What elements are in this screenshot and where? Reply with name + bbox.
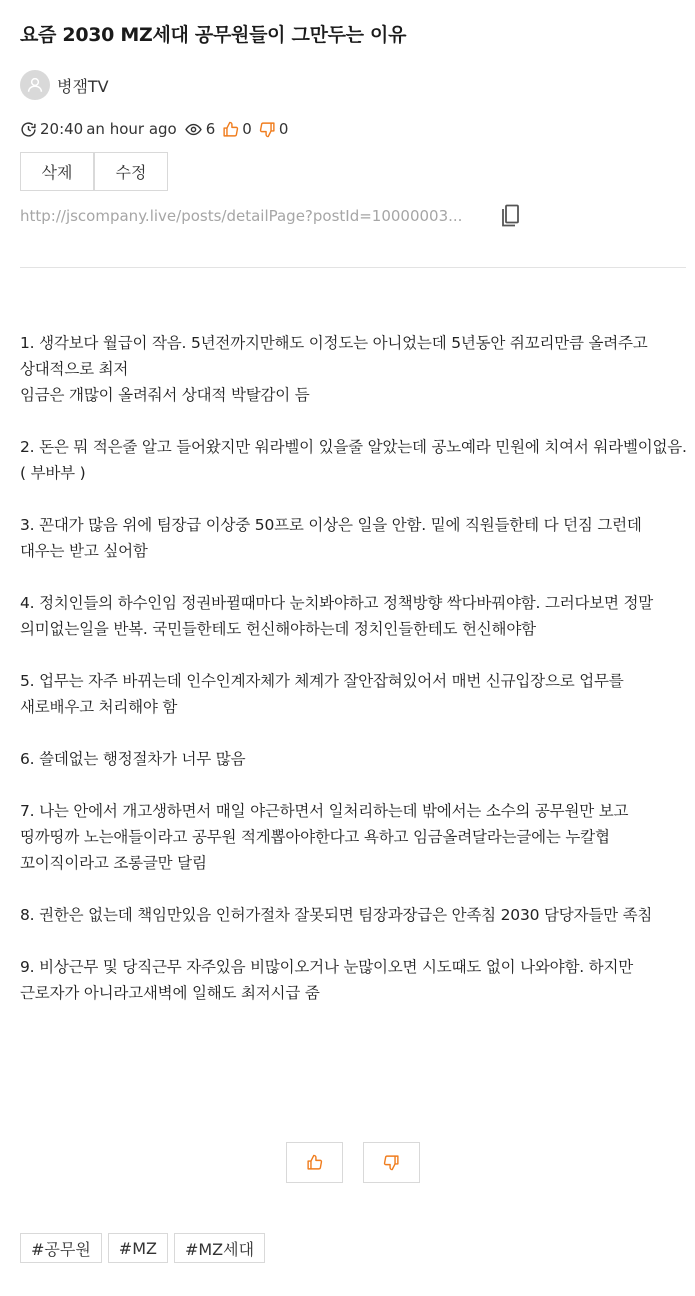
- content-paragraph: 2. 돈은 뭐 적은줄 알고 들어왔지만 워라벨이 있을줄 알았는데 공노예라 민원에 치여서 워라벨이없음. ( 부바부 ): [20, 438, 687, 482]
- like-count-value: 0: [242, 120, 252, 138]
- edit-button[interactable]: 수정: [94, 152, 168, 191]
- post-content: [20, 330, 688, 1032]
- content-paragraph: 6. 쓸데없는 행정절차가 너무 많음: [20, 750, 246, 768]
- content-paragraph: 8. 권한은 없는데 책임만있음 인허가절차 잘못되면 팀장과장급은 안족침 2030 담당자들만 족침: [20, 906, 653, 924]
- thumbs-down-icon: [383, 1154, 400, 1171]
- eye-icon: [184, 121, 203, 138]
- divider: [20, 267, 686, 268]
- dislike-count-value: 0: [278, 120, 289, 138]
- like-button[interactable]: [286, 1142, 343, 1183]
- clock-icon: [20, 121, 37, 138]
- thumbs-up-icon: [306, 1154, 323, 1171]
- content-paragraph: 3. 꼰대가 많음 위에 팀장급 이상중 50프로 이상은 일을 안함. 밑에 직원들한테 다 던짐 그런데 대우는 받고 싶어함: [20, 516, 642, 560]
- post-relative-time: an hour ago: [86, 120, 177, 138]
- user-icon: [26, 76, 44, 94]
- content-paragraph: 7. 나는 안에서 개고생하면서 매일 야근하면서 일처리하는데 밖에서는 소수의 공무원만 보고 띵까띵까 노는애들이라고 공무원 적게뽑아야한다고 욕하고 임금올려달라는글에는 누칼협 꼬이직이라고 조롱글만 달림: [20, 802, 629, 872]
- post-actions: [20, 152, 168, 191]
- copy-icon: [500, 204, 520, 228]
- view-count: [184, 120, 216, 138]
- tag-item[interactable]: #MZ세대: [174, 1233, 265, 1263]
- dislike-count: [259, 120, 289, 138]
- content-paragraph: 1. 생각보다 월급이 작음. 5년전까지만해도 이정도는 아니었는데 5년동안 쥐꼬리만큼 올려주고 상대적으로 최저 임금은 개많이 올려줘서 상대적 박탈감이 듬: [20, 334, 648, 404]
- dislike-button[interactable]: [363, 1142, 420, 1183]
- author-info: [20, 69, 109, 101]
- share-url[interactable]: http://jscompany.live/posts/detailPage?postId=10000003...: [20, 207, 463, 225]
- tag-item[interactable]: #공무원: [20, 1233, 102, 1263]
- post-time-clock: 20:40: [40, 120, 84, 138]
- thumbs-down-icon: [259, 121, 276, 138]
- vote-buttons: [286, 1142, 420, 1183]
- post-title: 요즘 2030 MZ세대 공무원들이 그만두는 이유: [20, 24, 407, 46]
- author-name[interactable]: 병잼TV: [57, 76, 109, 96]
- like-count: [222, 120, 252, 138]
- post-time: [20, 120, 177, 138]
- tag-list: [20, 1233, 271, 1263]
- copy-url-button[interactable]: [498, 203, 522, 229]
- thumbs-up-icon: [222, 121, 239, 138]
- share-url-row: [20, 203, 522, 229]
- content-paragraph: 9. 비상근무 및 당직근무 자주있음 비많이오거나 눈많이오면 시도때도 없이 나와야함. 하지만 근로자가 아니라고새벽에 일해도 최저시급 줌: [20, 958, 633, 1002]
- view-count-value: 6: [205, 120, 216, 138]
- content-paragraph: 5. 업무는 자주 바뀌는데 인수인계자체가 체계가 잘안잡혀있어서 매번 신규입장으로 업무를 새로배우고 처리해야 함: [20, 672, 624, 716]
- post-meta: [20, 118, 295, 140]
- tag-item[interactable]: #MZ: [108, 1233, 168, 1263]
- content-paragraph: 4. 정치인들의 하수인임 정권바뀔때마다 눈치봐야하고 정책방향 싹다바꿔야함. 그러다보면 정말 의미없는일을 반복. 국민들한테도 헌신해야하는데 정치인들한테도 헌신해야함: [20, 594, 654, 638]
- delete-button[interactable]: 삭제: [20, 152, 94, 191]
- avatar[interactable]: [20, 70, 50, 100]
